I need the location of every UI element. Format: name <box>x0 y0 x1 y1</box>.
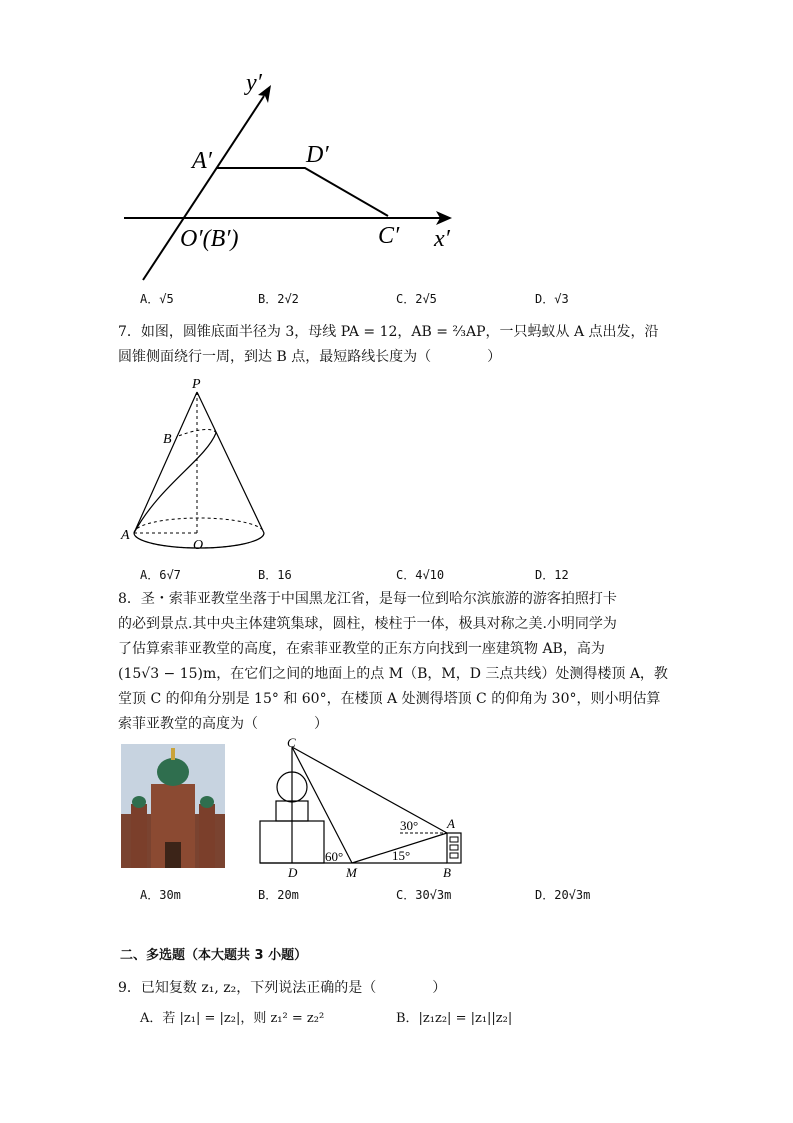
q8-option-c: C．30√3m <box>396 888 452 902</box>
q9-option-b: B．|z₁z₂| = |z₁||z₂| <box>396 1011 513 1026</box>
q7-stem <box>118 320 678 370</box>
q7-option-b: B．16 <box>258 568 292 582</box>
label-o: O <box>193 538 204 553</box>
cathedral-diagram <box>0 735 793 880</box>
cone-slant-right <box>197 392 264 533</box>
label-d: D <box>288 865 298 880</box>
ant-path-hidden <box>176 430 216 437</box>
label-c: C <box>287 735 296 750</box>
label-a: A <box>121 528 130 543</box>
building-window-3 <box>450 853 458 858</box>
cone-figure <box>0 375 793 575</box>
building-window-2 <box>450 845 458 850</box>
trapezoid-edges <box>216 168 388 216</box>
q8-line-3: 了估算索菲亚教堂的高度，在索菲亚教堂的正东方向找到一座建筑物 AB，高为 <box>118 641 605 657</box>
label-b: B <box>443 865 451 880</box>
line-m-c <box>292 747 352 863</box>
q6-option-c: C．2√5 <box>396 292 437 306</box>
label-d-prime: D′ <box>306 142 329 168</box>
label-a-prime: A′ <box>192 148 212 174</box>
q7-option-a: A．6√7 <box>140 568 181 582</box>
q7-line-1: 7．如图，圆锥底面半径为 3，母线 PA = 12，AB = ⅔AP，一只蚂蚁从 A 点出发，沿 <box>118 324 659 340</box>
q6-option-d: D．√3 <box>535 292 569 306</box>
label-angle-30: 30° <box>400 818 419 833</box>
q6-option-b: B．2√2 <box>258 292 299 306</box>
label-b: B <box>163 432 172 447</box>
q8-stem <box>118 587 678 737</box>
q6-option-a: A．√5 <box>140 292 174 306</box>
q7-line-2: 圆锥侧面绕行一周，到达 B 点，最短路线长度为（ ） <box>118 349 502 365</box>
label-c-prime: C′ <box>378 223 400 249</box>
building-window-1 <box>450 837 458 842</box>
section-title: 二、多选题（本大题共 3 小题） <box>120 948 308 963</box>
label-angle-15: 15° <box>392 848 411 863</box>
q8-line-5: 堂顶 C 的仰角分别是 15° 和 60°，在楼顶 A 处测得塔顶 C 的仰角为 30°，则小明估算 <box>118 691 661 707</box>
label-p: P <box>192 377 201 392</box>
label-origin: O′(B′) <box>180 226 239 252</box>
label-m: M <box>346 865 357 880</box>
y-prime-axis <box>143 96 264 280</box>
q8-option-b: B．20m <box>258 888 299 902</box>
label-x-prime: x′ <box>434 226 450 252</box>
q9-option-a: A．若 |z₁| = |z₂|，则 z₁² = z₂² <box>140 1011 325 1026</box>
q7-option-c: C．4√10 <box>396 568 445 582</box>
q8-line-2: 的必到景点.其中央主体建筑集球，圆柱，棱柱于一体，极具对称之美.小明同学为 <box>118 616 617 632</box>
q8-line-6: 索菲亚教堂的高度为（ ） <box>118 716 328 732</box>
label-a: A <box>447 816 455 831</box>
line-a-c <box>292 747 447 833</box>
q8-option-d: D．20√3m <box>535 888 591 902</box>
label-angle-60: 60° <box>325 849 344 864</box>
q7-option-d: D．12 <box>535 568 569 582</box>
q9-stem: 9．已知复数 z₁, z₂，下列说法正确的是（ ） <box>118 980 447 996</box>
q8-line-1: 8．圣・索菲亚教堂坐落于中国黑龙江省，是每一位到哈尔滨旅游的游客拍照打卡 <box>118 591 617 607</box>
oblique-axes-figure <box>0 0 793 300</box>
q8-option-a: A．30m <box>140 888 181 902</box>
label-y-prime: y′ <box>246 70 262 96</box>
cone-slant-left <box>134 392 197 533</box>
q8-line-4: (15√3 − 15)m，在它们之间的地面上的点 M（B，M，D 三点共线）处测得楼顶 A，教 <box>118 666 668 682</box>
